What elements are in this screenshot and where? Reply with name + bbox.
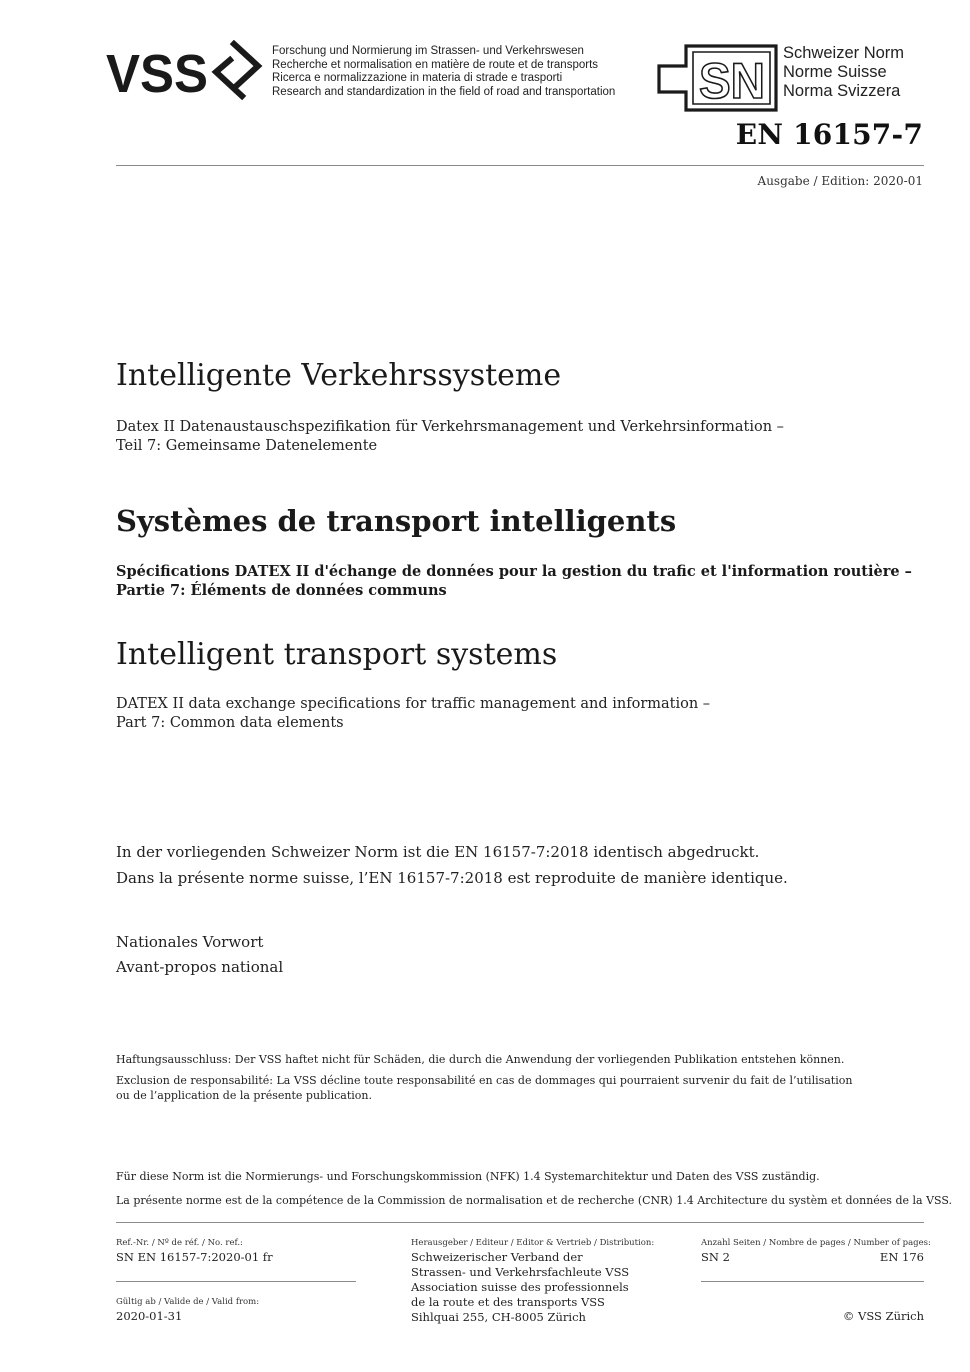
publisher-line: Association suisse des professionnels xyxy=(411,1280,629,1294)
vss-line: Ricerca e normalizzazione in materia di strade e trasporti xyxy=(272,72,563,85)
title-english: Intelligent transport systems xyxy=(116,637,558,672)
reference-number: SN EN 16157-7:2020-01 fr xyxy=(116,1250,273,1264)
subtitle-french xyxy=(116,563,912,600)
responsibility-french: La présente norme est de la compétence de la Commission de normalisation et de recherche (CNR) 1.4 Architecture du systèm et données de la VSS. xyxy=(116,1194,952,1207)
liability-german: Haftungsausschluss: Der VSS haftet nicht für Schäden, die durch die Anwendung der vorliegenden Publikation entstehen können. xyxy=(116,1053,845,1066)
footer-divider xyxy=(116,1222,924,1223)
page-count-en: EN 176 xyxy=(879,1250,924,1264)
vss-arrows-icon xyxy=(216,44,258,96)
standard-number: EN 16157-7 xyxy=(735,118,923,151)
reference-label: Ref.-Nr. / Nº de réf. / No. ref.: xyxy=(116,1238,243,1248)
vss-line: Research and standardization in the field of road and transportation xyxy=(272,85,616,98)
subtitle-line: Spécifications DATEX II d'échange de données pour la gestion du trafic et l'information routière – xyxy=(116,563,912,580)
footer-column-divider xyxy=(701,1281,924,1282)
publisher-line: Sihlquai 255, CH-8005 Zürich xyxy=(411,1310,586,1324)
identity-statement-french: Dans la présente norme suisse, l’EN 16157-7:2018 est reproduite de manière identique. xyxy=(116,869,788,887)
liability-french xyxy=(116,1074,852,1103)
vss-line: Forschung und Normierung im Strassen- und Verkehrswesen xyxy=(272,45,584,57)
subtitle-english xyxy=(116,695,710,732)
subtitle-line: Part 7: Common data elements xyxy=(116,714,344,731)
responsibility-german: Für diese Norm ist die Normierungs- und Forschungskommission (NFK) 1.4 Systemarchitektur und Daten des VSS zuständig. xyxy=(116,1170,820,1183)
subtitle-line: Teil 7: Gemeinsame Datenelemente xyxy=(116,437,378,454)
footer-column-divider xyxy=(116,1281,356,1282)
publisher-line: Strassen- und Verkehrsfachleute VSS xyxy=(411,1265,630,1279)
page-count-sn: SN 2 xyxy=(701,1250,730,1264)
vss-description xyxy=(272,45,615,99)
sn-logo-wordmark: SN xyxy=(699,53,765,109)
publisher-line: de la route et des transports VSS xyxy=(411,1295,605,1309)
subtitle-line: Partie 7: Éléments de données communs xyxy=(116,581,447,599)
sn-line: Norma Svizzera xyxy=(783,82,901,100)
vss-logo-wordmark: VSS xyxy=(106,44,208,102)
foreword-german: Nationales Vorwort xyxy=(116,933,264,951)
title-french: Systèmes de transport intelligents xyxy=(116,504,677,538)
valid-from-date: 2020-01-31 xyxy=(116,1309,183,1323)
sn-description xyxy=(783,44,904,101)
vss-logo xyxy=(106,40,266,106)
publisher-label: Herausgeber / Editeur / Editor & Vertrieb / Distribution: xyxy=(411,1238,655,1248)
sn-line: Norme Suisse xyxy=(783,63,887,81)
header-divider xyxy=(116,165,924,166)
publisher-address xyxy=(411,1250,629,1325)
identity-statement-german: In der vorliegenden Schweizer Norm ist die EN 16157-7:2018 identisch abgedruckt. xyxy=(116,843,760,861)
liability-line: Exclusion de responsabilité: La VSS décline toute responsabilité en cas de dommages qui pourraient survenir du fait de l’utilisation xyxy=(116,1074,853,1087)
publisher-line: Schweizerischer Verband der xyxy=(411,1250,583,1264)
subtitle-line: Datex II Datenaustauschspezifikation für Verkehrsmanagement und Verkehrsinformation – xyxy=(116,419,784,435)
liability-line: ou de l’application de la présente publication. xyxy=(116,1088,372,1102)
vss-line: Recherche et normalisation en matière de route et de transports xyxy=(272,58,599,71)
subtitle-line: DATEX II data exchange specifications for traffic management and information – xyxy=(116,696,711,712)
foreword-french: Avant-propos national xyxy=(116,958,284,976)
copyright-notice: © VSS Zürich xyxy=(842,1309,924,1323)
subtitle-german xyxy=(116,418,784,455)
edition-date: Ausgabe / Edition: 2020-01 xyxy=(757,174,923,188)
title-german: Intelligente Verkehrssysteme xyxy=(116,358,562,393)
valid-from-label: Gültig ab / Valide de / Valid from: xyxy=(116,1297,260,1307)
page-count-label: Anzahl Seiten / Nombre de pages / Number of pages: xyxy=(701,1238,931,1248)
sn-line: Schweizer Norm xyxy=(783,44,905,62)
